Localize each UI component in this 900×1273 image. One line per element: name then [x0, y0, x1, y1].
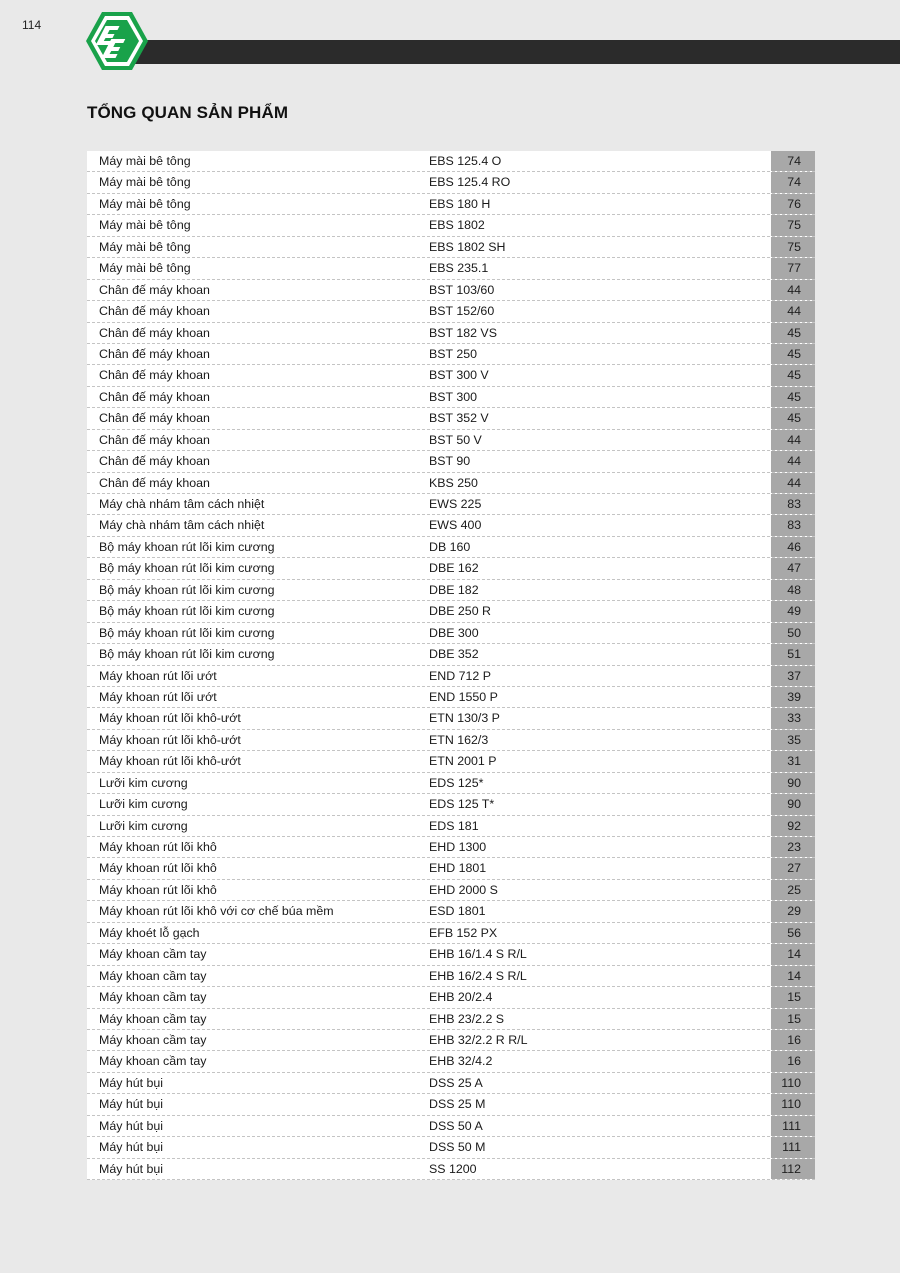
page-number-cell: 48	[771, 580, 815, 600]
product-model-cell: ESD 1801	[429, 904, 486, 919]
product-name-cell: Bộ máy khoan rút lõi kim cương	[99, 539, 275, 554]
product-model-cell: EHD 1300	[429, 840, 487, 854]
product-name-cell: Máy mài bê tông	[99, 196, 191, 211]
brand-logo	[86, 12, 148, 70]
product-name-cell: Chân đế máy khoan	[99, 368, 210, 383]
table-row	[87, 730, 815, 751]
page-number-cell: 75	[771, 215, 815, 235]
product-name-cell: Máy khoan cầm tay	[99, 1032, 207, 1047]
product-model-cell: BST 182 VS	[429, 325, 497, 340]
product-model-cell: EHB 23/2.2 S	[429, 1011, 505, 1026]
page-number-cell: 47	[771, 558, 815, 578]
product-model-cell: EWS 400	[429, 518, 482, 533]
page-number-cell: 35	[771, 730, 815, 750]
page-number: 114	[22, 18, 42, 32]
product-model-cell: EHB 16/1.4 S R/L	[429, 947, 527, 962]
product-model-cell: BST 300	[429, 389, 477, 404]
product-name-cell: Máy khoan rút lõi ướt	[99, 689, 217, 704]
product-model-cell: DSS 50 A	[429, 1118, 483, 1133]
page-number-cell: 16	[771, 1051, 815, 1071]
page-number-cell: 83	[771, 494, 815, 514]
product-name-cell: Chân đế máy khoan	[99, 432, 210, 447]
product-name-cell: Máy chà nhám tâm cách nhiệt	[99, 518, 265, 533]
table-row	[87, 837, 815, 858]
page-number-cell: 27	[771, 858, 815, 878]
product-model-cell: EBS 125.4 O	[429, 154, 502, 168]
product-name-cell: Máy khoan cầm tay	[99, 1011, 207, 1026]
table-row	[87, 537, 815, 558]
page-number-cell: 14	[771, 966, 815, 986]
product-overview-table	[87, 151, 815, 1180]
product-name-cell: Máy khoan rút lõi khô	[99, 840, 217, 854]
header-bar	[118, 40, 900, 64]
product-name-cell: Máy hút bụi	[99, 1097, 164, 1112]
page-number-cell: 110	[771, 1073, 815, 1093]
product-model-cell: EDS 181	[429, 818, 479, 833]
product-model-cell: EHB 20/2.4	[429, 990, 493, 1005]
page-number-cell: 111	[771, 1116, 815, 1136]
product-model-cell: BST 300 V	[429, 368, 489, 383]
table-row	[87, 1073, 815, 1094]
page-number-cell: 45	[771, 387, 815, 407]
product-model-cell: DSS 25 A	[429, 1075, 483, 1090]
product-name-cell: Máy mài bê tông	[99, 239, 191, 254]
page-number-cell: 44	[771, 301, 815, 321]
product-name-cell: Máy mài bê tông	[99, 218, 191, 233]
product-name-cell: Máy hút bụi	[99, 1161, 164, 1176]
product-name-cell: Máy hút bụi	[99, 1118, 164, 1133]
table-row	[87, 323, 815, 344]
table-row	[87, 644, 815, 665]
page-number-cell: 110	[771, 1094, 815, 1114]
product-name-cell: Máy khoan cầm tay	[99, 990, 207, 1005]
product-model-cell: EWS 225	[429, 497, 482, 511]
product-name-cell: Máy chà nhám tâm cách nhiệt	[99, 497, 265, 511]
product-name-cell: Máy khoan rút lõi ướt	[99, 668, 217, 683]
product-name-cell: Máy mài bê tông	[99, 175, 191, 190]
page-number-cell: 29	[771, 901, 815, 921]
product-model-cell: SS 1200	[429, 1161, 477, 1176]
page-number-cell: 56	[771, 923, 815, 943]
page-number-cell: 15	[771, 987, 815, 1007]
page-number-cell: 45	[771, 408, 815, 428]
product-name-cell: Máy mài bê tông	[99, 261, 191, 276]
product-model-cell: ETN 2001 P	[429, 754, 497, 769]
page-number-cell: 16	[771, 1030, 815, 1050]
page-number-cell: 75	[771, 237, 815, 257]
page-number-cell: 50	[771, 623, 815, 643]
table-row	[87, 1094, 815, 1115]
page-number-cell: 92	[771, 816, 815, 836]
page-number-cell: 25	[771, 880, 815, 900]
table-row	[87, 687, 815, 708]
page-number-cell: 23	[771, 837, 815, 857]
page-number-cell: 49	[771, 601, 815, 621]
page-number-cell: 90	[771, 794, 815, 814]
table-row	[87, 901, 815, 922]
product-model-cell: END 712 P	[429, 668, 491, 683]
page-number-cell: 74	[771, 151, 815, 171]
table-row	[87, 280, 815, 301]
table-row	[87, 1116, 815, 1137]
page-number-cell: 46	[771, 537, 815, 557]
table-row	[87, 258, 815, 279]
page-number-cell: 111	[771, 1137, 815, 1157]
product-name-cell: Bộ máy khoan rút lõi kim cương	[99, 561, 275, 576]
page-number-cell: 31	[771, 751, 815, 771]
product-model-cell: EHD 1801	[429, 861, 487, 876]
page-number-cell: 37	[771, 666, 815, 686]
product-model-cell: ETN 162/3	[429, 732, 489, 747]
product-model-cell: BST 50 V	[429, 432, 482, 447]
product-model-cell: ETN 130/3 P	[429, 711, 500, 726]
table-row	[87, 708, 815, 729]
page-number-cell: 77	[771, 258, 815, 278]
page-number-cell: 33	[771, 708, 815, 728]
table-row	[87, 301, 815, 322]
table-row	[87, 816, 815, 837]
page-title: TỔNG QUAN SẢN PHẨM	[87, 103, 289, 122]
product-model-cell: DSS 25 M	[429, 1097, 486, 1112]
product-model-cell: DBE 250 R	[429, 604, 491, 619]
product-model-cell: BST 103/60	[429, 282, 495, 297]
table-row	[87, 966, 815, 987]
table-row	[87, 580, 815, 601]
table-row	[87, 344, 815, 365]
table-row	[87, 858, 815, 879]
product-model-cell: EBS 1802 SH	[429, 239, 506, 254]
page-number-cell: 44	[771, 280, 815, 300]
table-row	[87, 558, 815, 579]
table-row	[87, 794, 815, 815]
page-number-cell: 45	[771, 365, 815, 385]
product-model-cell: DBE 352	[429, 647, 479, 662]
product-model-cell: BST 250	[429, 346, 477, 361]
product-name-cell: Bộ máy khoan rút lõi kim cương	[99, 625, 275, 640]
table-row	[87, 430, 815, 451]
page-number-cell: 44	[771, 430, 815, 450]
product-model-cell: DSS 50 M	[429, 1140, 486, 1155]
table-row	[87, 987, 815, 1008]
table-row	[87, 408, 815, 429]
page-number-cell: 51	[771, 644, 815, 664]
table-row	[87, 601, 815, 622]
table-row	[87, 1051, 815, 1072]
product-model-cell: KBS 250	[429, 475, 478, 490]
product-name-cell: Chân đế máy khoan	[99, 325, 210, 340]
table-row	[87, 751, 815, 772]
product-model-cell: BST 90	[429, 454, 471, 469]
product-model-cell: EHD 2000 S	[429, 882, 498, 897]
product-name-cell: Máy khoan cầm tay	[99, 947, 207, 962]
product-name-cell: Lưỡi kim cương	[99, 797, 188, 812]
product-name-cell: Chân đế máy khoan	[99, 454, 210, 469]
table-row	[87, 666, 815, 687]
product-model-cell: DB 160	[429, 539, 471, 554]
page-number-cell: 83	[771, 515, 815, 535]
product-model-cell: EBS 125.4 RO	[429, 175, 511, 190]
product-model-cell: END 1550 P	[429, 689, 498, 704]
page-number-cell: 112	[771, 1159, 815, 1179]
page-number-cell: 45	[771, 323, 815, 343]
product-name-cell: Máy khoan rút lõi khô	[99, 882, 217, 897]
product-model-cell: EDS 125*	[429, 775, 484, 790]
product-name-cell: Máy khoan cầm tay	[99, 1054, 207, 1069]
table-row	[87, 365, 815, 386]
product-name-cell: Chân đế máy khoan	[99, 389, 210, 404]
product-model-cell: BST 152/60	[429, 304, 495, 319]
product-model-cell: EBS 180 H	[429, 196, 491, 211]
table-row	[87, 237, 815, 258]
product-model-cell: DBE 300	[429, 625, 479, 640]
product-model-cell: EBS 1802	[429, 218, 485, 233]
product-name-cell: Máy hút bụi	[99, 1140, 164, 1155]
product-name-cell: Máy khoan rút lõi khô-ướt	[99, 754, 241, 769]
product-name-cell: Bộ máy khoan rút lõi kim cương	[99, 582, 275, 597]
table-row	[87, 944, 815, 965]
product-model-cell: DBE 182	[429, 582, 479, 597]
product-name-cell: Chân đế máy khoan	[99, 346, 210, 361]
table-row	[87, 172, 815, 193]
product-model-cell: EDS 125 T*	[429, 797, 495, 812]
product-name-cell: Chân đế máy khoan	[99, 475, 210, 490]
page-number-cell: 74	[771, 172, 815, 192]
product-model-cell: BST 352 V	[429, 411, 489, 426]
table-row	[87, 451, 815, 472]
table-row	[87, 151, 815, 172]
table-row	[87, 215, 815, 236]
product-name-cell: Máy khoan cầm tay	[99, 968, 207, 983]
product-name-cell: Máy khoan rút lõi khô-ướt	[99, 711, 241, 726]
table-row	[87, 923, 815, 944]
table-row	[87, 387, 815, 408]
table-row	[87, 194, 815, 215]
page-number-cell: 45	[771, 344, 815, 364]
product-model-cell: EBS 235.1	[429, 261, 489, 276]
product-name-cell: Máy hút bụi	[99, 1075, 164, 1090]
product-name-cell: Lưỡi kim cương	[99, 818, 188, 833]
table-row	[87, 1009, 815, 1030]
product-name-cell: Máy khoan rút lõi khô	[99, 861, 217, 876]
product-model-cell: DBE 162	[429, 561, 479, 576]
product-name-cell: Máy khoét lỗ gạch	[99, 925, 200, 940]
page-number-cell: 76	[771, 194, 815, 214]
product-model-cell: EHB 32/4.2	[429, 1054, 493, 1069]
product-name-cell: Bộ máy khoan rút lõi kim cương	[99, 647, 275, 662]
page-number-cell: 44	[771, 451, 815, 471]
product-name-cell: Chân đế máy khoan	[99, 411, 210, 426]
product-model-cell: EHB 16/2.4 S R/L	[429, 968, 527, 983]
table-row	[87, 494, 815, 515]
page-number-cell: 44	[771, 473, 815, 493]
product-name-cell: Bộ máy khoan rút lõi kim cương	[99, 604, 275, 619]
page-number-cell: 39	[771, 687, 815, 707]
product-model-cell: EFB 152 PX	[429, 925, 498, 940]
product-name-cell: Lưỡi kim cương	[99, 775, 188, 790]
table-row	[87, 1159, 815, 1180]
table-row	[87, 515, 815, 536]
product-name-cell: Máy khoan rút lõi khô với cơ chế búa mềm	[99, 904, 334, 919]
product-model-cell: EHB 32/2.2 R R/L	[429, 1032, 528, 1047]
page-number-cell: 14	[771, 944, 815, 964]
table-row	[87, 1137, 815, 1158]
table-row	[87, 623, 815, 644]
table-row	[87, 773, 815, 794]
product-name-cell: Máy khoan rút lõi khô-ướt	[99, 732, 241, 747]
table-row	[87, 1030, 815, 1051]
product-name-cell: Chân đế máy khoan	[99, 282, 210, 297]
page-number-cell: 15	[771, 1009, 815, 1029]
page-number-cell: 90	[771, 773, 815, 793]
product-name-cell: Máy mài bê tông	[99, 154, 191, 168]
table-row	[87, 880, 815, 901]
logo-icon	[86, 12, 148, 70]
product-name-cell: Chân đế máy khoan	[99, 304, 210, 319]
table-row	[87, 473, 815, 494]
